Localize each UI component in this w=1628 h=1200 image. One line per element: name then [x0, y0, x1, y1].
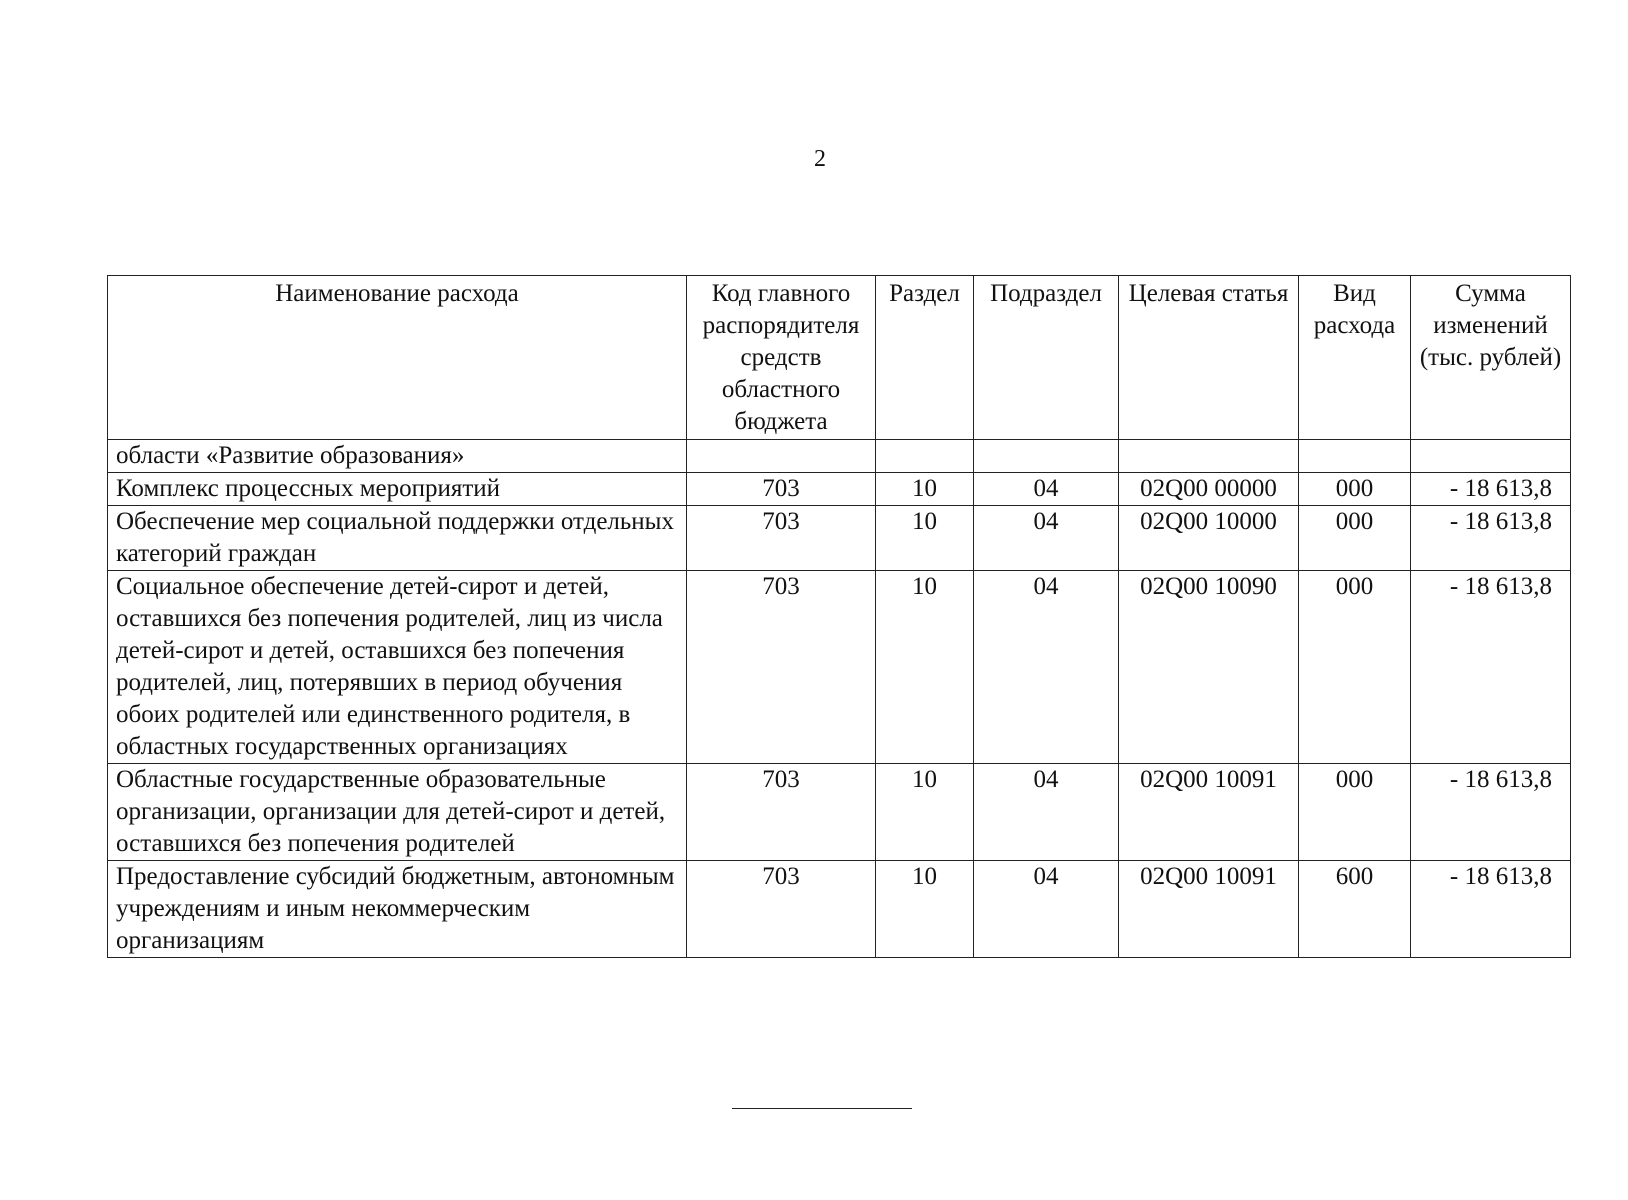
- row-razdel: 10: [876, 506, 974, 571]
- header-razdel: Раздел: [876, 276, 974, 440]
- row-change-sum: - 18 613,8: [1411, 861, 1571, 958]
- row-expense-type: 000: [1299, 473, 1411, 506]
- header-change-sum: Сумма изменений (тыс. рублей): [1411, 276, 1571, 440]
- row-podrazdel: 04: [974, 764, 1119, 861]
- row-podrazdel: [974, 440, 1119, 473]
- row-grbs-code: 703: [687, 861, 876, 958]
- row-podrazdel: 04: [974, 861, 1119, 958]
- header-expense-type: Вид расхода: [1299, 276, 1411, 440]
- row-razdel: 10: [876, 861, 974, 958]
- footer-divider: [732, 1108, 912, 1109]
- row-expense-type: 000: [1299, 506, 1411, 571]
- row-grbs-code: 703: [687, 764, 876, 861]
- row-change-sum: - 18 613,8: [1411, 506, 1571, 571]
- row-expense-type: [1299, 440, 1411, 473]
- row-podrazdel: 04: [974, 506, 1119, 571]
- row-razdel: 10: [876, 473, 974, 506]
- row-change-sum: - 18 613,8: [1411, 764, 1571, 861]
- header-podrazdel: Подраздел: [974, 276, 1119, 440]
- row-change-sum: - 18 613,8: [1411, 571, 1571, 764]
- row-expense-type: 000: [1299, 571, 1411, 764]
- table-row: [108, 571, 1571, 764]
- row-grbs-code: 703: [687, 571, 876, 764]
- row-name: Обеспечение мер социальной поддержки отдельных категорий граждан: [108, 506, 687, 571]
- row-target-article: 02Q00 10091: [1119, 764, 1299, 861]
- row-podrazdel: 04: [974, 571, 1119, 764]
- row-target-article: 02Q00 10000: [1119, 506, 1299, 571]
- row-razdel: [876, 440, 974, 473]
- row-podrazdel: 04: [974, 473, 1119, 506]
- row-target-article: 02Q00 10091: [1119, 861, 1299, 958]
- table-row: [108, 473, 1571, 506]
- row-razdel: 10: [876, 764, 974, 861]
- header-name: Наименование расхода: [108, 276, 687, 440]
- table-row: [108, 506, 1571, 571]
- row-name: Предоставление субсидий бюджетным, автономным учреждениям и иным некоммерческим организациям: [108, 861, 687, 958]
- table-row: [108, 861, 1571, 958]
- row-expense-type: 000: [1299, 764, 1411, 861]
- row-target-article: [1119, 440, 1299, 473]
- table-row: [108, 440, 1571, 473]
- table-row: [108, 764, 1571, 861]
- row-name: Социальное обеспечение детей-сирот и детей, оставшихся без попечения родителей, лиц из числа детей-сирот и детей, оставшихся без попечения родителей, лиц, потерявших в период обучения обоих родителей или единственного родителя, в областных государственных организациях: [108, 571, 687, 764]
- header-target-article: Целевая статья: [1119, 276, 1299, 440]
- row-grbs-code: 703: [687, 473, 876, 506]
- row-change-sum: - 18 613,8: [1411, 473, 1571, 506]
- row-expense-type: 600: [1299, 861, 1411, 958]
- row-change-sum: [1411, 440, 1571, 473]
- row-grbs-code: 703: [687, 506, 876, 571]
- row-name: области «Развитие образования»: [108, 440, 687, 473]
- row-name: Областные государственные образовательные организации, организации для детей-сирот и детей, оставшихся без попечения родителей: [108, 764, 687, 861]
- row-razdel: 10: [876, 571, 974, 764]
- row-target-article: 02Q00 00000: [1119, 473, 1299, 506]
- table-header-row: [108, 276, 1571, 440]
- row-name: Комплекс процессных мероприятий: [108, 473, 687, 506]
- row-target-article: 02Q00 10090: [1119, 571, 1299, 764]
- row-grbs-code: [687, 440, 876, 473]
- budget-changes-table: [107, 275, 1571, 958]
- page-number: 2: [814, 146, 826, 172]
- header-grbs-code: Код главного распорядителя средств областного бюджета: [687, 276, 876, 440]
